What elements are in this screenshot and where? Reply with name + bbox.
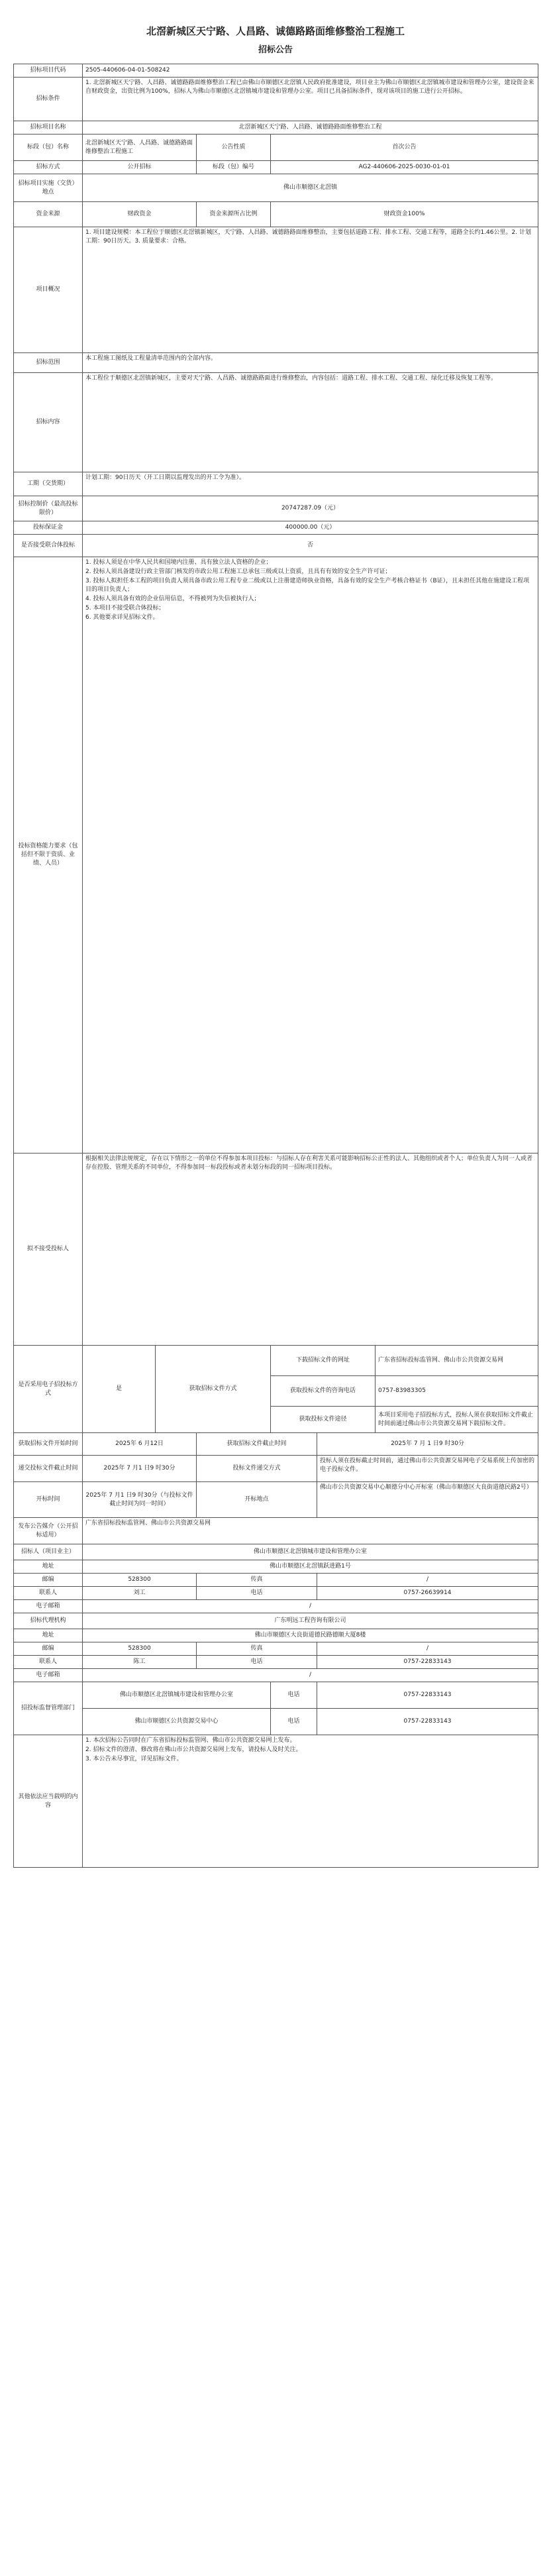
other-line: 3. 本公告未尽事宜，详见招标文件。 (85, 1756, 183, 1762)
section-name-value: 北滘新城区天宁路、人昌路、诚德路路面维修整治工程施工 (83, 134, 197, 161)
page-subtitle: 招标公告 (258, 45, 293, 55)
tender-scope-value: 本工程施工图纸及工程量清单范围内的全部内容。 (83, 353, 538, 373)
qualification-line: 1. 投标人须是在中华人民共和国境内注册、具有独立法人资格的企业； (85, 559, 272, 566)
owner-postcode: 528300 (83, 1574, 197, 1587)
owner-address-label: 地址 (14, 1560, 83, 1574)
deposit-label: 投标保证金 (14, 521, 83, 535)
submit-place-label: 投标文件递交方式 (197, 1456, 317, 1482)
section-code-value: AG2-440606-2025-0030-01-01 (271, 161, 538, 174)
supervisor-phone-label-2: 电话 (271, 1709, 317, 1735)
platform-value: 广东省招标投标监管网、佛山市公共资源交易网 (83, 1518, 538, 1544)
tender-content-label: 招标内容 (14, 373, 83, 472)
qualification-line: 2. 投标人须具备建设行政主管部门核发的市政公用工程施工总承包三级或以上资质，且具有有效的安全生产许可证； (85, 568, 391, 575)
owner-name: 佛山市顺德区北滘镇城市建设和管理办公室 (83, 1544, 538, 1560)
owner-phone: 0757-26639914 (317, 1587, 538, 1600)
owner-fax-label: 传真 (197, 1574, 317, 1587)
tender-conditions-label: 招标条件 (14, 78, 83, 121)
tender-conditions-value: 1. 北滘新城区天宁路、人昌路、诚德路路面维修整治工程已由佛山市顺德区北滘镇人民政府批准建设，项目业主为佛山市顺德区北滘镇城市建设和管理办公室，建设资金来自财政资金，出资比例为100%，招标人为佛山市顺德区北滘镇城市建设和管理办公室。项目已具备招标条件，现对该项目的施工进行公开招标。 (83, 78, 538, 121)
agent-contact-label: 联系人 (14, 1656, 83, 1669)
public-type-value: 首次公告 (271, 134, 538, 161)
owner-address: 佛山市顺德区北滘镇跃进路1号 (83, 1560, 538, 1574)
doc-start-value: 2025年 6 月12日 (83, 1433, 197, 1456)
tender-method-label: 招标方式 (14, 161, 83, 174)
max-price-label: 招标控制价（最高投标限价） (14, 496, 83, 521)
open-place-value: 佛山市公共资源交易中心顺德分中心开标室（佛山市顺德区大良街道德民路2号） (317, 1482, 538, 1518)
download-contact-label: 获取投标文件的咨询电话 (271, 1376, 376, 1407)
owner-contact: 刘工 (83, 1587, 197, 1600)
agent-postcode-label: 邮编 (14, 1642, 83, 1656)
other-line: 1. 本次招标公告同时在广东省招标投标监管网、佛山市公共资源交易网上发布。 (85, 1737, 296, 1744)
fund-source-value: 财政资金 (83, 202, 197, 227)
agent-email: / (83, 1669, 538, 1682)
announcement-table (13, 64, 538, 1868)
submit-end-label: 递交投标文件截止时间 (14, 1456, 83, 1482)
project-location-label: 招标项目实施（交货）地点 (14, 174, 83, 202)
agent-label: 招标代理机构 (14, 1613, 83, 1629)
download-method-label: 获取招标文件方式 (156, 1346, 271, 1433)
qualification-value (83, 557, 538, 1154)
submit-place-value: 投标人须在投标截止时间前，通过佛山市公共资源交易网电子交易系统上传加密的电子投标文件。 (317, 1456, 538, 1482)
section-code-label: 标段（包）编号 (197, 161, 271, 174)
project-location-value: 佛山市顺德区北滘镇 (83, 174, 538, 202)
agent-phone: 0757-22833143 (317, 1656, 538, 1669)
qualification-label: 投标资格能力要求（包括但不限于资质、业绩、人员） (14, 557, 83, 1154)
agent-fax-label: 传真 (197, 1642, 317, 1656)
project-overview-value: 1. 项目建设规模：本工程位于顺德区北滘镇新城区，天宁路、人昌路、诚德路路面维修整治，主要包括道路工程、排水工程、交通工程等，道路全长约1.46公里。2. 计划工期：90日历天。3. 质量要求：合格。 (83, 227, 538, 353)
page-title: 北滘新城区天宁路、人昌路、诚德路路面维修整治工程施工 (146, 25, 405, 37)
doc-start-label: 获取招标文件开始时间 (14, 1433, 83, 1456)
supervisor-name-2: 佛山市顺德区公共资源交易中心 (83, 1709, 271, 1735)
owner-phone-label: 电话 (197, 1587, 317, 1600)
supervisor-phone-2: 0757-22833143 (317, 1709, 538, 1735)
project-code-label: 招标项目代码 (14, 64, 83, 78)
download-contact-value: 0757-83983305 (376, 1376, 538, 1407)
fund-ratio-value: 财政资金100% (271, 202, 538, 227)
owner-postcode-label: 邮编 (14, 1574, 83, 1587)
duration-label: 工期（交货期） (14, 472, 83, 496)
tender-content-value: 本工程位于顺德区北滘镇新城区，主要对天宁路、人昌路、诚德路路面进行维修整治，内容包括：道路工程、排水工程、交通工程、绿化迁移及恢复工程等。 (83, 373, 538, 472)
supervisor-name: 佛山市顺德区北滘镇城市建设和管理办公室 (83, 1682, 271, 1709)
announcement-page (13, 0, 538, 1868)
doc-end-label: 获取招标文件截止时间 (197, 1433, 317, 1456)
no-access-value: 本项目采用电子招投标方式，投标人须在获取招标文件截止时间前通过佛山市公共资源交易网下载招标文件。 (376, 1407, 538, 1433)
agent-contact: 陈工 (83, 1656, 197, 1669)
online-bid-value: 是 (83, 1346, 156, 1433)
owner-email-label: 电子邮箱 (14, 1600, 83, 1613)
open-place-label: 开标地点 (197, 1482, 317, 1518)
joint-bid-value: 否 (83, 535, 538, 557)
other-label: 其他依法应当载明的内容 (14, 1735, 83, 1868)
open-time-value: 2025年 7 月1 日9 时30分（与投标文件截止时间为同一时间） (83, 1482, 197, 1518)
max-price-value: 20747287.09（元） (83, 496, 538, 521)
supervisor-label: 招投标监督管理部门 (14, 1682, 83, 1735)
agent-address: 佛山市顺德区大良街道德民路德顺大厦8楼 (83, 1629, 538, 1642)
qualification-line: 6. 其他要求详见招标文件。 (85, 614, 159, 621)
tender-scope-label: 招标范围 (14, 353, 83, 373)
project-overview-label: 项目概况 (14, 227, 83, 353)
project-name-label: 招标项目名称 (14, 121, 83, 134)
doc-end-value: 2025年 7 月 1 日9 时30分 (317, 1433, 538, 1456)
deposit-value: 400000.00（元） (83, 521, 538, 535)
project-code-value: 2505-440606-04-01-508242 (83, 64, 538, 78)
fund-ratio-label: 资金来源所占比例 (197, 202, 271, 227)
supervisor-phone: 0757-22833143 (317, 1682, 538, 1709)
owner-label: 招标人（项目业主） (14, 1544, 83, 1560)
agent-fax: / (317, 1642, 538, 1656)
agent-name: 广东明远工程咨询有限公司 (83, 1613, 538, 1629)
no-access-label: 获取投标文件途径 (271, 1407, 376, 1433)
submit-end-value: 2025年 7 月1 日9 时30分 (83, 1456, 197, 1482)
exclusion-value: 根据相关法律法规规定，存在以下情形之一的单位不得参加本项目投标：与招标人存在利害关系可能影响招标公正性的法人、其他组织或者个人；单位负责人为同一人或者存在控股、管理关系的不同单位，不得参加同一标段投标或者未划分标段的同一招标项目投标。 (83, 1154, 538, 1346)
qualification-line: 4. 投标人须具备有效的企业信用信息，不得被列为失信被执行人； (85, 596, 260, 602)
project-name-value: 北滘新城区天宁路、人昌路、诚德路路面维修整治工程 (83, 121, 538, 134)
section-name-label: 标段（包）名称 (14, 134, 83, 161)
owner-email: / (83, 1600, 538, 1613)
agent-phone-label: 电话 (197, 1656, 317, 1669)
open-time-label: 开标时间 (14, 1482, 83, 1518)
agent-address-label: 地址 (14, 1629, 83, 1642)
exclusion-label: 拟不接受投标人 (14, 1154, 83, 1346)
public-type-label: 公告性质 (197, 134, 271, 161)
qualification-line: 5. 本项目不接受联合体投标； (85, 605, 165, 612)
fund-source-label: 资金来源 (14, 202, 83, 227)
download-channel-label: 下载招标文件的网址 (271, 1346, 376, 1376)
download-channel-value[interactable]: 广东省招标投标监管网、佛山市公共资源交易网 (376, 1346, 538, 1376)
tender-method-value: 公开招标 (83, 161, 197, 174)
other-value (83, 1735, 538, 1868)
other-line: 2. 招标文件的澄清、修改将在佛山市公共资源交易网上发布，请投标人及时关注。 (85, 1746, 302, 1753)
duration-value: 计划工期：90日历天（开工日期以监理发出的开工令为准）。 (83, 472, 538, 496)
owner-fax: / (317, 1574, 538, 1587)
platform-label: 发布公告媒介（公开招标适用） (14, 1518, 83, 1544)
owner-contact-label: 联系人 (14, 1587, 83, 1600)
supervisor-phone-label: 电话 (271, 1682, 317, 1709)
qualification-line: 3. 投标人拟担任本工程的项目负责人须具备市政公用工程专业二级或以上注册建造师执业资格，具备有效的安全生产考核合格证书（B证），且未担任其他在施建设工程项目的项目负责人； (85, 578, 530, 593)
online-bid-label: 是否采用电子招投标方式 (14, 1346, 83, 1433)
agent-email-label: 电子邮箱 (14, 1669, 83, 1682)
joint-bid-label: 是否接受联合体投标 (14, 535, 83, 557)
agent-postcode: 528300 (83, 1642, 197, 1656)
